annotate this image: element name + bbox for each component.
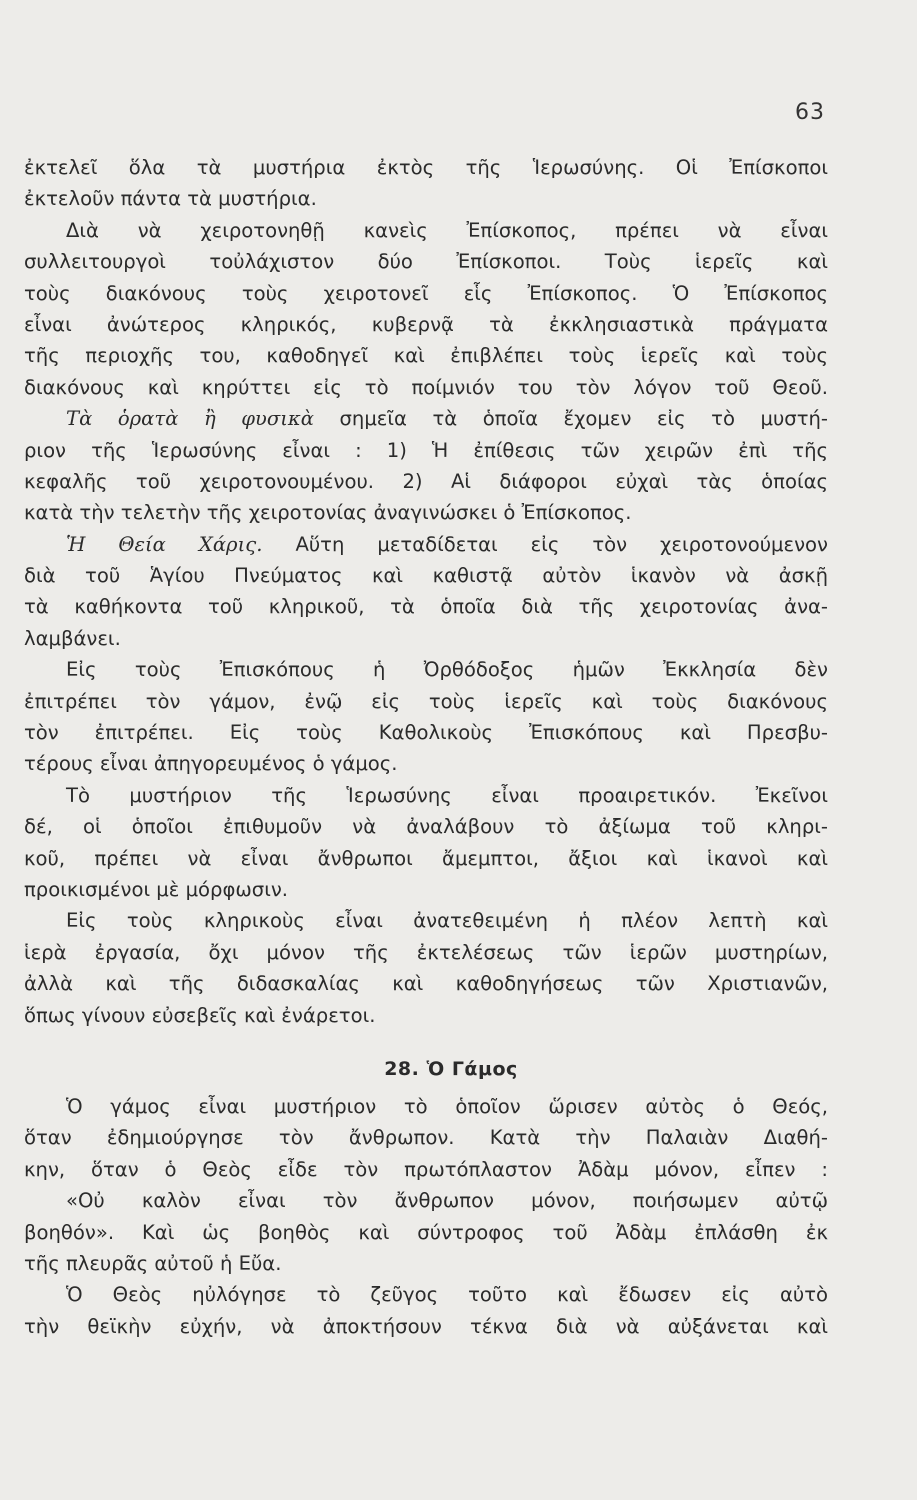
text-line: διακόνους καὶ κηρύττει εἰς τὸ ποίμνιόν του τὸν λόγον τοῦ Θεοῦ.	[24, 375, 828, 399]
text-line: Διὰ νὰ χειροτονηθῇ κανεὶς Ἐπίσκοπος, πρέπει νὰ εἶναι	[66, 218, 828, 242]
text-line: Εἰς τοὺς κληρικοὺς εἶναι ἀνατεθειμένη ἡ πλέον λεπτὴ καὶ	[66, 909, 828, 933]
body-text	[24, 152, 828, 1342]
text-line: τῆς πλευρᾶς αὐτοῦ ἡ Εὔα.	[24, 1251, 282, 1275]
text-line: κατὰ τὴν τελετὴν τῆς χειροτονίας ἀναγινώσκει ὁ Ἐπίσκοπος.	[24, 501, 632, 525]
text-line: τῆς περιοχῆς του, καθοδηγεῖ καὶ ἐπιβλέπει τοὺς ἱερεῖς καὶ τοὺς	[24, 344, 828, 368]
text-line: ἐκτελοῦν πάντα τὰ μυστήρια.	[24, 187, 317, 211]
italic-term: Τὰ ὁρατὰ ἢ φυσικὰ	[66, 407, 314, 431]
text-line: κοῦ, πρέπει νὰ εἶναι ἄνθρωποι ἄμεμπτοι, ἄξιοι καὶ ἱκανοὶ καὶ	[24, 846, 828, 870]
text-line: Ἡ Θεία Χάρις. Αὕτη μεταδίδεται εἰς τὸν χειροτονούμενον	[66, 532, 828, 556]
text-line: ὅταν ἐδημιούργησε τὸν ἄνθρωπον. Κατὰ τὴν Παλαιὰν Διαθή-	[24, 1126, 828, 1150]
text-line: Ὁ Θεὸς ηὐλόγησε τὸ ζεῦγος τοῦτο καὶ ἔδωσεν εἰς αὐτὸ	[66, 1283, 828, 1307]
text-line: ἱερὰ ἐργασία, ὄχι μόνον τῆς ἐκτελέσεως τῶν ἱερῶν μυστηρίων,	[24, 940, 828, 964]
text-line: τὴν θεϊκὴν εὐχήν, νὰ ἀποκτήσουν τέκνα διὰ νὰ αὐξάνεται καὶ	[24, 1314, 828, 1338]
text-line: «Οὐ καλὸν εἶναι τὸν ἄνθρωπον μόνον, ποιήσωμεν αὐτῷ	[66, 1189, 828, 1213]
text-line: προικισμένοι μὲ μόρφωσιν.	[24, 877, 289, 901]
text-line: εἶναι ἀνώτερος κληρικός, κυβερνᾷ τὰ ἐκκλησιαστικὰ πράγματα	[24, 312, 828, 336]
text-line: διὰ τοῦ Ἁγίου Πνεύματος καὶ καθιστᾷ αὐτὸν ἱκανὸν νὰ ἀσκῇ	[24, 564, 828, 588]
text-line: τέρους εἶναι ἀπηγορευμένος ὁ γάμος.	[24, 752, 398, 776]
page-number: 63	[795, 100, 825, 125]
text-line: ἀλλὰ καὶ τῆς διδασκαλίας καὶ καθοδηγήσεως τῶν Χριστιανῶν,	[24, 972, 828, 996]
text-line: βοηθόν». Καὶ ὡς βοηθὸς καὶ σύντροφος τοῦ Ἀδὰμ ἐπλάσθη ἐκ	[24, 1220, 828, 1244]
text-line: συλλειτουργοὶ τοὐλάχιστον δύο Ἐπίσκοποι. Τοὺς ἱερεῖς καὶ	[24, 250, 828, 274]
text-line: ἐπιτρέπει τὸν γάμον, ἐνῷ εἰς τοὺς ἱερεῖς καὶ τοὺς διακόνους	[24, 689, 828, 713]
text-line: κεφαλῆς τοῦ χειροτονουμένου. 2) Αἱ διάφοροι εὐχαὶ τὰς ὁποίας	[24, 469, 828, 493]
text-line: Τὸ μυστήριον τῆς Ἱερωσύνης εἶναι προαιρετικόν. Ἐκεῖνοι	[66, 783, 828, 807]
text-line: τὸν ἐπιτρέπει. Εἰς τοὺς Καθολικοὺς Ἐπισκόπους καὶ Πρεσβυ-	[24, 721, 828, 745]
text-line: Εἰς τοὺς Ἐπισκόπους ἡ Ὀρθόδοξος ἡμῶν Ἐκκλησία δὲν	[66, 658, 828, 682]
text-line: ὅπως γίνουν εὐσεβεῖς καὶ ἐνάρετοι.	[24, 1003, 376, 1027]
text-line: Ὁ γάμος εἶναι μυστήριον τὸ ὁποῖον ὥρισεν αὐτὸς ὁ Θεός,	[66, 1094, 828, 1118]
text-line: τοὺς διακόνους τοὺς χειροτονεῖ εἷς Ἐπίσκοπος. Ὁ Ἐπίσκοπος	[24, 281, 828, 305]
text-line: ριον τῆς Ἱερωσύνης εἶναι : 1) Ἡ ἐπίθεσις τῶν χειρῶν ἐπὶ τῆς	[24, 438, 828, 462]
italic-term: Ἡ Θεία Χάρις.	[66, 532, 263, 556]
text-line: δέ, οἱ ὁποῖοι ἐπιθυμοῦν νὰ ἀναλάβουν τὸ ἀξίωμα τοῦ κληρι-	[24, 815, 828, 839]
section-heading: 28. Ὁ Γάμος	[384, 1057, 518, 1080]
text-line: λαμβάνει.	[24, 626, 121, 650]
text-line: Τὰ ὁρατὰ ἢ φυσικὰ σημεῖα τὰ ὁποῖα ἔχομεν εἰς τὸ μυστή-	[66, 407, 828, 431]
text-line: τὰ καθήκοντα τοῦ κληρικοῦ, τὰ ὁποῖα διὰ τῆς χειροτονίας ἀνα-	[24, 595, 828, 619]
text-line: ἐκτελεῖ ὅλα τὰ μυστήρια ἐκτὸς τῆς Ἱερωσύνης. Οἱ Ἐπίσκοποι	[24, 156, 828, 179]
text-line: κην, ὅταν ὁ Θεὸς εἶδε τὸν πρωτόπλαστον Ἀδὰμ μόνον, εἶπεν :	[24, 1157, 828, 1181]
